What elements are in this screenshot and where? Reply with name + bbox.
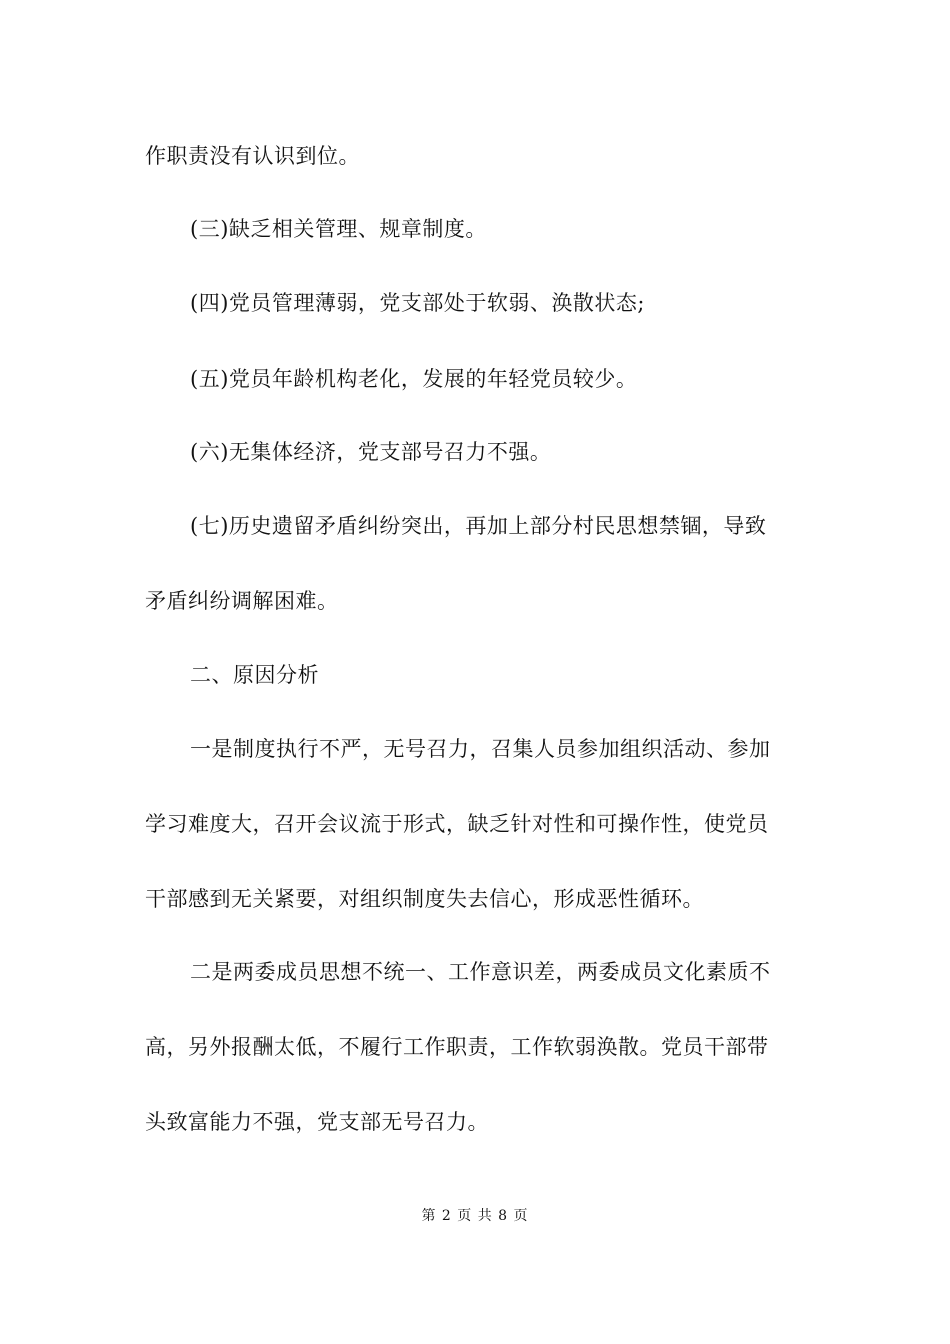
text-line-1: 作职责没有认识到位。: [145, 144, 360, 168]
text-line-7: 矛盾纠纷调解困难。: [145, 589, 339, 613]
text-line-4: (五)党员年龄机构老化，发展的年轻党员较少。: [190, 367, 638, 391]
page-footer: 第 2 页 共 8 页: [421, 1208, 529, 1224]
text-line-6: (七)历史遗留矛盾纠纷突出，再加上部分村民思想禁锢，导致: [190, 514, 767, 538]
text-line-9: 一是制度执行不严，无号召力，召集人员参加组织活动、参加: [190, 737, 771, 761]
text-line-5: (六)无集体经济，党支部号召力不强。: [190, 440, 552, 464]
text-line-12: 二是两委成员思想不统一、工作意识差，两委成员文化素质不: [190, 960, 771, 984]
text-line-10: 学习难度大，召开会议流于形式，缺乏针对性和可操作性，使党员: [145, 812, 769, 836]
text-line-3: (四)党员管理薄弱，党支部处于软弱、涣散状态;: [190, 291, 645, 315]
section-heading: 二、原因分析: [190, 663, 319, 687]
text-line-2: (三)缺乏相关管理、规章制度。: [190, 217, 487, 241]
text-line-11: 干部感到无关紧要，对组织制度失去信心，形成恶性循环。: [145, 887, 704, 911]
text-line-13: 高，另外报酬太低，不履行工作职责，工作软弱涣散。党员干部带: [145, 1035, 769, 1059]
text-line-14: 头致富能力不强，党支部无号召力。: [145, 1110, 489, 1134]
